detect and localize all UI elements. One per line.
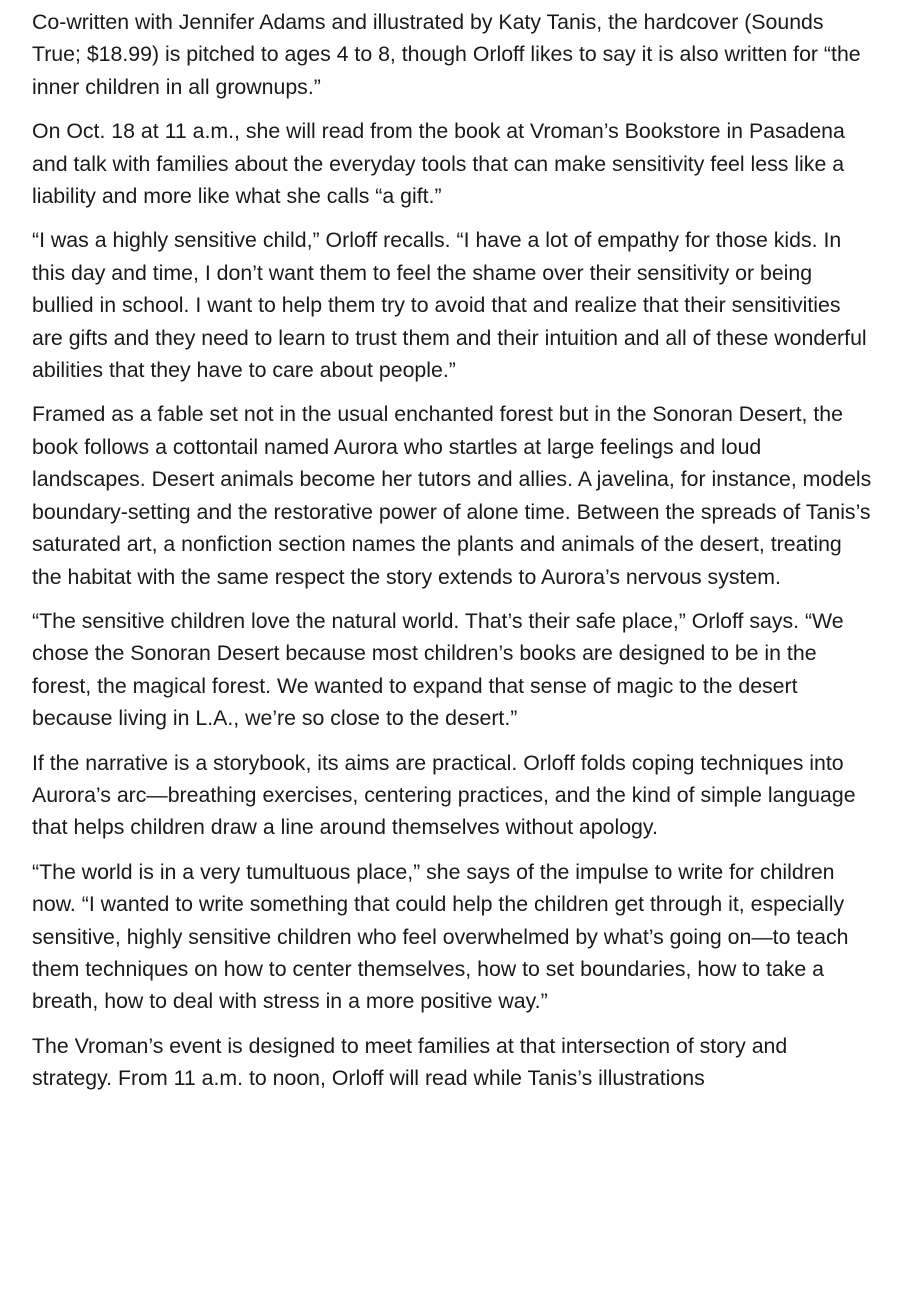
paragraph-4: Framed as a fable set not in the usual enchanted forest but in the Sonoran Desert, the book follows a cottontail named Aurora who startles at large feelings and loud landscapes. Desert animals become her tutors and allies. A javelina, for instance, models boundary-setting and the restorative power of alone time. Between the spreads of Tanis’s saturated art, a nonfiction section names the plants and animals of the desert, treating the habitat with the same respect the story extends to Aurora’s nervous system. (32, 402, 872, 589)
paragraph-2: On Oct. 18 at 11 a.m., she will read from the book at Vroman’s Bookstore in Pasadena and talk with families about the everyday tools that can make sensitivity feel less like a liability and more like what she calls “a gift.” (32, 119, 845, 209)
article-body (32, 6, 872, 1107)
paragraph-8: The Vroman’s event is designed to meet families at that intersection of story and strategy. From 11 a.m. to noon, Orloff will read while Tanis’s illustrations (32, 1033, 788, 1091)
paragraph-6: If the narrative is a storybook, its aims are practical. Orloff folds coping techniques into Aurora’s arc—breathing exercises, centering practices, and the kind of simple language that helps children draw a line around themselves without apology. (32, 750, 856, 840)
paragraph-5: “The sensitive children love the natural world. That’s their safe place,” Orloff says. “We chose the Sonoran Desert because most children’s books are designed to be in the forest, the magical forest. We wanted to expand that sense of magic to the desert because living in L.A., we’re so close to the desert.” (32, 608, 844, 731)
paragraph-1: Co-written with Jennifer Adams and illustrated by Katy Tanis, the hardcover (Sounds True; $18.99) is pitched to ages 4 to 8, though Orloff likes to say it is also written for “the inner children in all grownups.” (32, 10, 861, 99)
paragraph-7: “The world is in a very tumultuous place,” she says of the impulse to write for children now. “I wanted to write something that could help the children get through it, especially sensitive, highly sensitive children who feel overwhelmed by what’s going on—to teach them techniques on how to center themselves, how to set boundaries, how to take a breath, how to deal with stress in a more positive way.” (32, 859, 849, 1014)
paragraph-3: “I was a highly sensitive child,” Orloff recalls. “I have a lot of empathy for those kids. In this day and time, I don’t want them to feel the shame over their sensitivity or being bullied in school. I want to help them try to avoid that and realize that their sensitivities are gifts and they need to learn to trust them and their intuition and all of these wonderful abilities that they have to care about people.” (32, 228, 867, 383)
